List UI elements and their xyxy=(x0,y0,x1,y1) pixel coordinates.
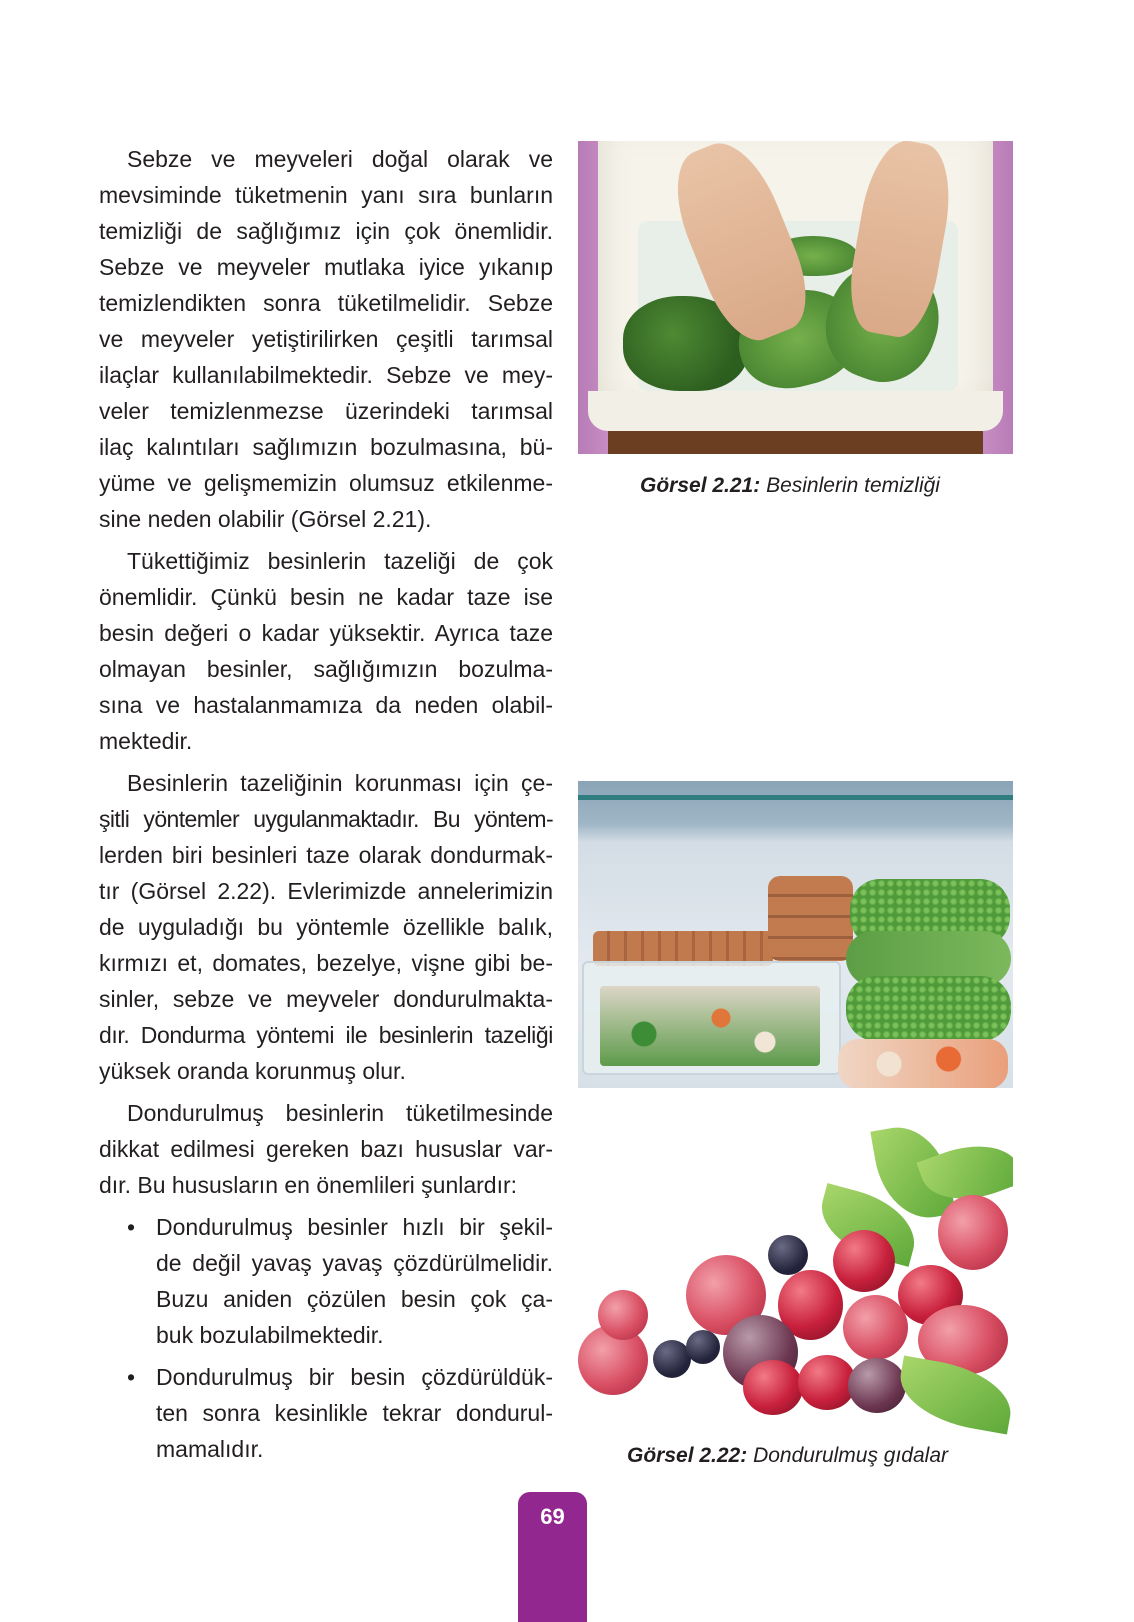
text-line: Dondurulmuş besinler hızlı bir şekil- xyxy=(156,1214,553,1240)
text-line: buk bozulabilmektedir. xyxy=(156,1322,384,1348)
text-line: ilaç kalıntıları sağlımızın bozulmasına, bü- xyxy=(99,434,553,460)
text-line: sine neden olabilir (Görsel 2.21). xyxy=(99,506,432,532)
peas-bag-shape xyxy=(846,976,1011,1041)
text-line: dikkat edilmesi gereken bazı hususlar var- xyxy=(99,1136,553,1162)
text-line: lerden biri besinleri taze olarak dondurmak- xyxy=(99,842,553,868)
text-line: Buzu aniden çözülen besin çok ça- xyxy=(156,1286,553,1312)
text-line: ten sonra kesinlikle tekrar dondurul- xyxy=(156,1400,553,1426)
raspberry-shape xyxy=(938,1195,1008,1270)
body-text-column xyxy=(99,141,553,1473)
text-line: Sebze ve meyveler mutlaka iyice yıkanıp xyxy=(99,254,553,280)
text-line: veler temizlenmezse üzerindeki tarımsal xyxy=(99,398,553,424)
mint-leaf-shape xyxy=(894,1355,1013,1434)
text-line: de uyguladığı bu yöntemle özellikle balık, xyxy=(99,914,553,940)
text-line: de değil yavaş yavaş çözdürülmelidir. xyxy=(156,1250,553,1276)
blackberry-shape xyxy=(848,1358,906,1413)
page-number-tab xyxy=(518,1492,587,1622)
paragraph-3 xyxy=(99,765,553,1089)
bullet-icon: • xyxy=(127,1364,136,1390)
text-line: ve meyveler yetiştirilirken çeşitli tarımsal xyxy=(99,326,553,352)
blueberry-shape xyxy=(686,1330,720,1364)
mixed-vegetables-shape xyxy=(600,986,820,1066)
text-line: yüksek oranda korunmuş olur. xyxy=(99,1058,406,1084)
text-line: Dondurulmuş bir besin çözdürüldük- xyxy=(156,1364,553,1390)
text-line: Besinlerin tazeliğinin korunması için çe- xyxy=(127,770,553,796)
text-line: mamalıdır. xyxy=(156,1436,264,1462)
text-line: dır. Dondurma yöntemi ile besinlerin tazeliği xyxy=(99,1022,553,1048)
text-line: temizlendikten sonra tüketilmelidir. Sebze xyxy=(99,290,553,316)
caption-label: Görsel 2.22: xyxy=(627,1444,748,1467)
text-line: mektedir. xyxy=(99,728,193,754)
text-line: sinler, sebze ve meyveler dondurulmakta- xyxy=(99,986,553,1012)
paragraph-1 xyxy=(99,141,553,537)
frozen-cutlets-stack-shape xyxy=(768,876,853,961)
tub-base-shape xyxy=(608,431,983,454)
text-line: önemlidir. Çünkü besin ne kadar taze ise xyxy=(99,584,553,610)
figure-freezer-image xyxy=(578,781,1013,1088)
text-line: temizliği de sağlığımız için çok önemlidir. xyxy=(99,218,553,244)
tub-rim-shape xyxy=(588,391,1003,431)
figure-washing-vegetables-image xyxy=(578,141,1013,454)
text-line: Dondurulmuş besinlerin tüketilmesinde xyxy=(127,1100,553,1126)
caption-text: Besinlerin temizliği xyxy=(760,474,940,497)
text-line: sına ve hastalanmamıza da neden olabil- xyxy=(99,692,553,718)
text-line: Sebze ve meyveleri doğal olarak ve xyxy=(127,146,553,172)
shelf-edge-shape xyxy=(578,795,1013,800)
page-number: 69 xyxy=(540,1504,565,1529)
blueberry-shape xyxy=(768,1235,808,1275)
text-line: olmayan besinler, sağlığımızın bozulma- xyxy=(99,656,553,682)
bullet-icon: • xyxy=(127,1214,136,1240)
paragraph-2 xyxy=(99,543,553,759)
text-line: tır (Görsel 2.22). Evlerimizde annelerimizin xyxy=(99,878,553,904)
caption-label: Görsel 2.21: xyxy=(640,474,761,497)
figure-caption-2-22 xyxy=(627,1444,948,1468)
bullet-item xyxy=(99,1359,553,1467)
bullet-list xyxy=(99,1209,553,1467)
bullet-item xyxy=(99,1209,553,1353)
text-line: mevsiminde tüketmenin yanı sıra bunların xyxy=(99,182,553,208)
mixed-vegetables-bag-shape xyxy=(838,1039,1008,1088)
cranberry-shape xyxy=(833,1230,895,1292)
figure-caption-2-21 xyxy=(640,474,940,498)
text-line: Tükettiğimiz besinlerin tazeliği de çok xyxy=(127,548,553,574)
cranberry-shape xyxy=(743,1360,803,1415)
text-line: ilaçlar kullanılabilmektedir. Sebze ve mey- xyxy=(99,362,553,388)
text-line: yüme ve gelişmemizin olumsuz etkilenme- xyxy=(99,470,553,496)
text-line: dır. Bu hususların en önemlileri şunlardır: xyxy=(99,1172,518,1198)
raspberry-shape xyxy=(843,1295,908,1360)
paragraph-4 xyxy=(99,1095,553,1203)
text-line: şitli yöntemler uygulanmaktadır. Bu yöntem- xyxy=(99,806,553,832)
figure-frozen-berries-image xyxy=(578,1100,1013,1435)
text-line: kırmızı et, domates, bezelye, vişne gibi be- xyxy=(99,950,553,976)
text-line: besin değeri o kadar yüksektir. Ayrıca taze xyxy=(99,620,553,646)
raspberry-shape xyxy=(598,1290,648,1340)
caption-text: Dondurulmuş gıdalar xyxy=(747,1444,949,1467)
